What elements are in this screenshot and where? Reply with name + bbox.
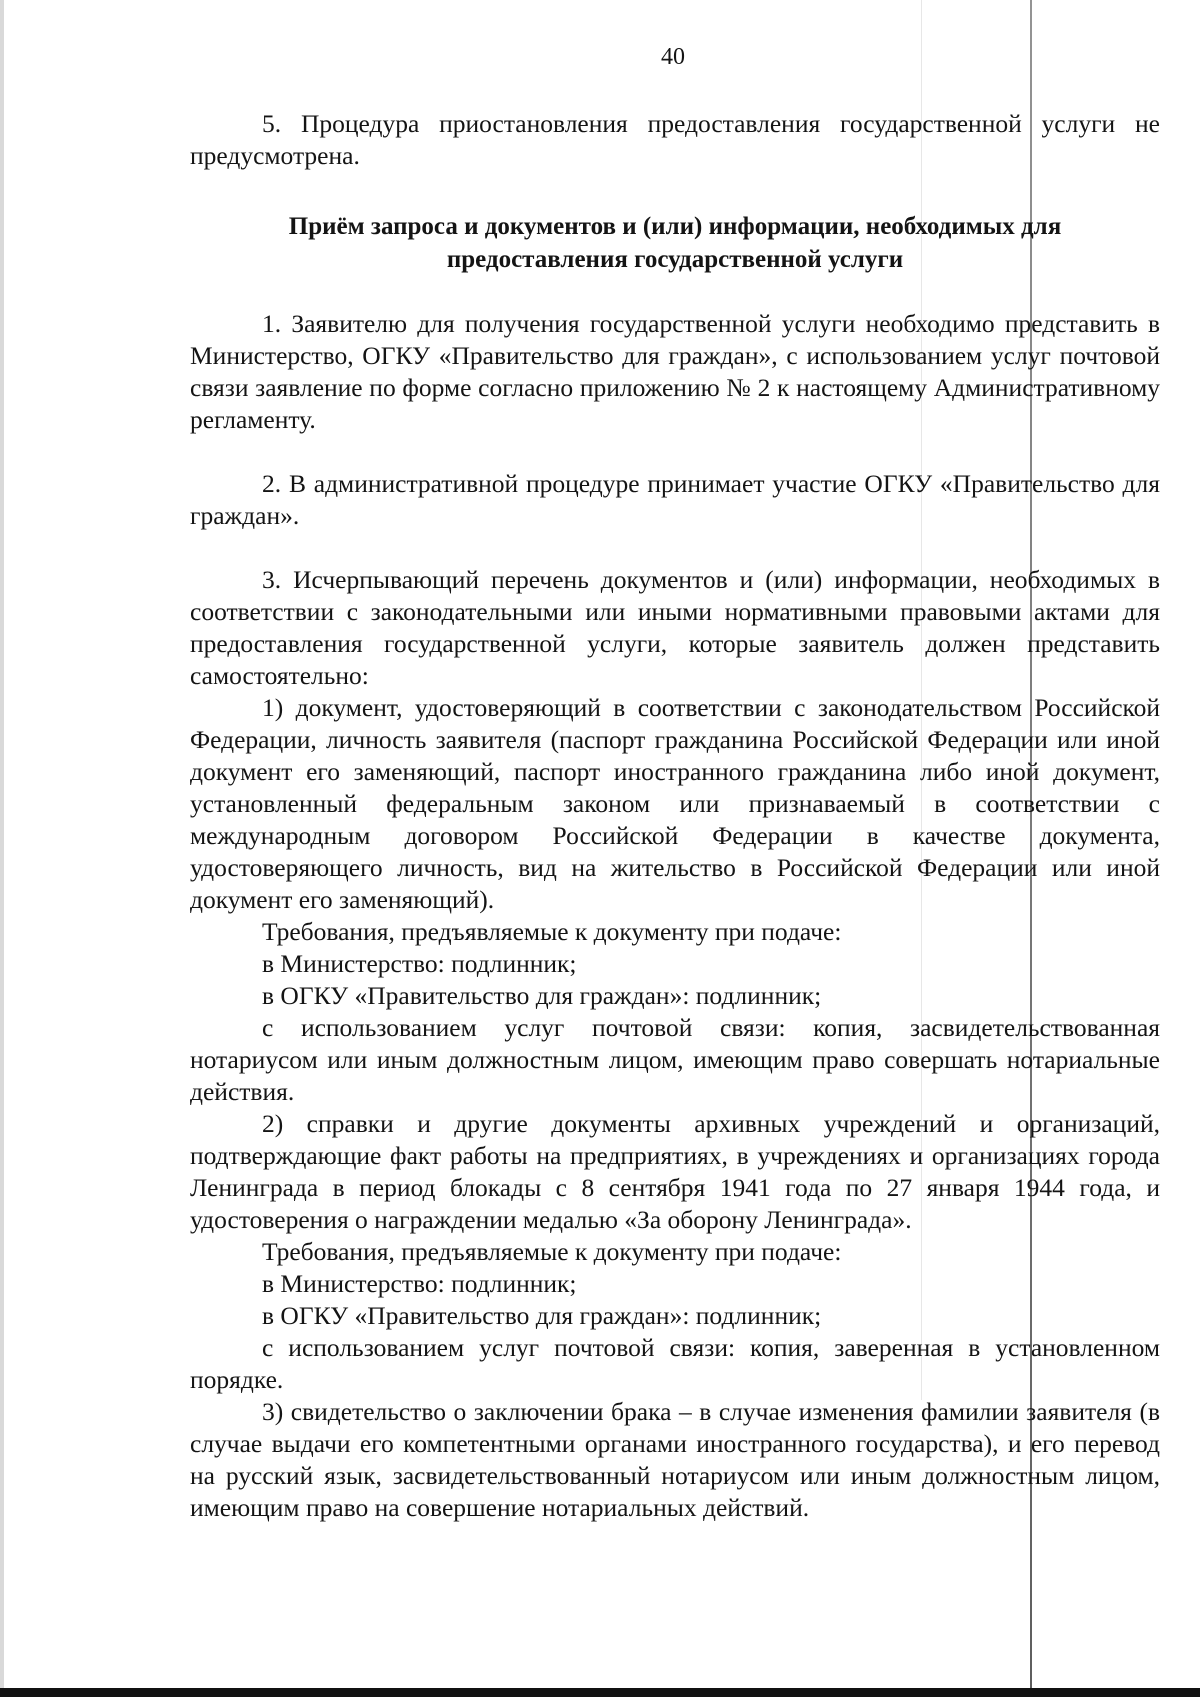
doc1-req-post: с использованием услуг почтовой связи: копия, засвидетельствованная нотариусом или иным должностным лицом, имеющим право совершать нотариальные действия. [190,1013,1160,1106]
doc3-text: 3) свидетельство о заключении брака – в случае изменения фамилии заявителя (в случае выдачи его компетентными органами иностранного государства), и его перевод на русский язык, засвидетельствованный нотариусом или иным должностным лицом, имеющим право на совершение нотариальных действий. [190,1397,1160,1522]
document-body [190,108,1160,1524]
section-heading: Приём запроса и документов и (или) информации, необходимых для предоставления государственной услуги [288,213,1062,273]
scan-bottom-edge [0,1688,1200,1697]
paragraph-item-3: 3. Исчерпывающий перечень документов и (или) информации, необходимых в соответствии с законодательными или иными нормативными правовыми актами для предоставления государственной услуги, которые заявитель должен представить самостоятельно: [190,565,1160,690]
scan-left-edge [0,0,4,1697]
page-number: 40 [661,44,685,70]
doc2-text: 2) справки и другие документы архивных учреждений и организаций, подтверждающие факт работы на предприятиях, в учреждениях и организациях города Ленинграда в период блокады с 8 сентября 1941 года по 27 января 1944 года, и удостоверения о награждении медалью «За оборону Ленинграда». [190,1109,1160,1234]
doc2-req-ogku: в ОГКУ «Правительство для граждан»: подлинник; [262,1301,822,1330]
paragraph-item-1: 1. Заявителю для получения государственной услуги необходимо представить в Министерство, ОГКУ «Правительство для граждан», с использованием услуг почтовой связи заявление по форме согласно приложению № 2 к настоящему Административному регламенту. [190,309,1160,434]
doc2-req-post: с использованием услуг почтовой связи: копия, заверенная в установленном порядке. [190,1333,1160,1394]
doc2-req-title: Требования, предъявляемые к документу при подаче: [262,1237,842,1266]
doc1-req-title: Требования, предъявляемые к документу при подаче: [262,917,842,946]
doc1-req-ogku: в ОГКУ «Правительство для граждан»: подлинник; [262,981,822,1010]
paragraph-item-2: 2. В административной процедуре принимает участие ОГКУ «Правительство для граждан». [190,469,1160,530]
doc1-req-ministry: в Министерство: подлинник; [262,949,577,978]
doc2-req-ministry: в Министерство: подлинник; [262,1269,577,1298]
doc1-text: 1) документ, удостоверяющий в соответствии с законодательством Российской Федерации, личность заявителя (паспорт гражданина Российской Федерации или иной документ его заменяющий, паспорт иностранного гражданина либо иной документ, установленный федеральным законом или признаваемый в соответствии с международным договором Российской Федерации в качестве документа, удостоверяющего личность, вид на жительство в Российской Федерации или иной документ его заменяющий). [190,693,1160,914]
paragraph-suspension: 5. Процедура приостановления предоставления государственной услуги не предусмотрена. [190,109,1160,170]
